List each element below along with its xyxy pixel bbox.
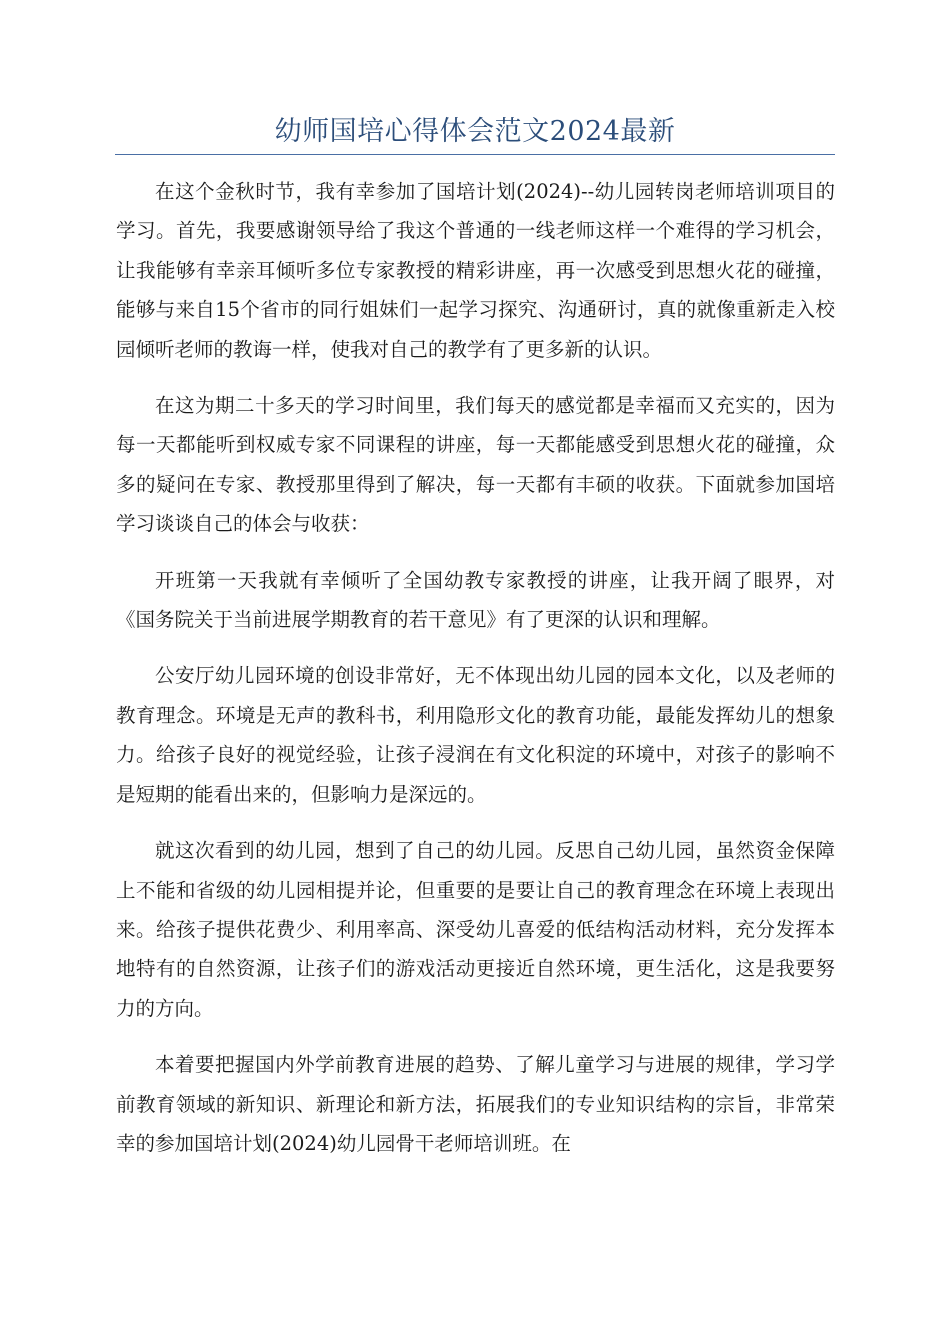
paragraph: 公安厅幼儿园环境的创设非常好，无不体现出幼儿园的园本文化，以及老师的教育理念。环境是无声的教科书，利用隐形文化的教育功能，最能发挥幼儿的想象力。给孩子良好的视觉经验，让孩子浸润在有文化积淀的环境中，对孩子的影响不是短期的能看出来的，但影响力是深远的。	[116, 664, 835, 806]
paragraph: 在这个金秋时节，我有幸参加了国培计划(2024)--幼儿园转岗老师培训项目的学习。首先，我要感谢领导给了我这个普通的一线老师这样一个难得的学习机会，让我能够有幸亲耳倾听多位专家教授的精彩讲座，再一次感受到思想火花的碰撞，能够与来自15个省市的同行姐妹们一起学习探究、沟通研讨，真的就像重新走入校园倾听老师的教诲一样，使我对自己的教学有了更多新的认识。	[116, 180, 835, 361]
title-underline	[115, 154, 835, 155]
paragraph: 就这次看到的幼儿园，想到了自己的幼儿园。反思自己幼儿园，虽然资金保障上不能和省级的幼儿园相提并论，但重要的是要让自己的教育理念在环境上表现出来。给孩子提供花费少、利用率高、深受幼儿喜爱的低结构活动材料，充分发挥本地特有的自然资源，让孩子们的游戏活动更接近自然环境，更生活化，这是我要努力的方向。	[116, 839, 835, 1020]
paragraph: 开班第一天我就有幸倾听了全国幼教专家教授的讲座，让我开阔了眼界，对《国务院关于当前进展学期教育的若干意见》有了更深的认识和理解。	[116, 568, 835, 632]
paragraph: 在这为期二十多天的学习时间里，我们每天的感觉都是幸福而又充实的，因为每一天都能听到权威专家不同课程的讲座，每一天都能感受到思想火花的碰撞，众多的疑问在专家、教授那里得到了解决，每一天都有丰硕的收获。下面就参加国培学习谈谈自己的体会与收获：	[116, 394, 835, 536]
paragraph: 本着要把握国内外学前教育进展的趋势、了解儿童学习与进展的规律，学习学前教育领域的新知识、新理论和新方法，拓展我们的专业知识结构的宗旨，非常荣幸的参加国培计划(2024)幼儿园骨干老师培训班。在	[116, 1053, 835, 1155]
document-body	[116, 172, 835, 1180]
document-title: 幼师国培心得体会范文2024最新	[274, 116, 676, 147]
